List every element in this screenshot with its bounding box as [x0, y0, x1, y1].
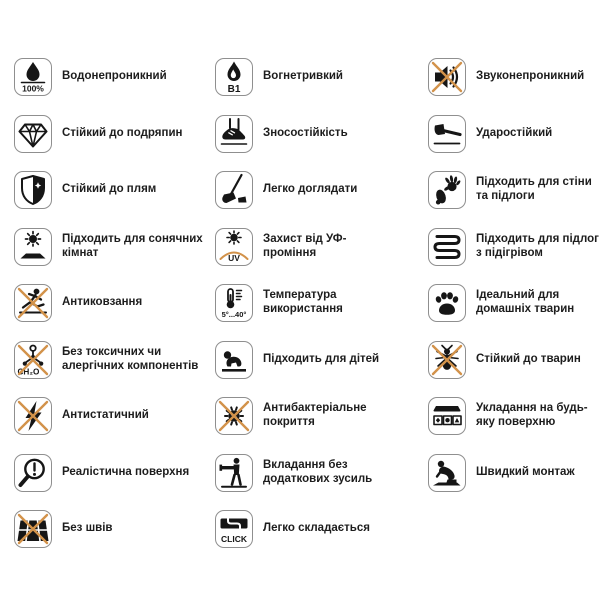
feature-label: Антибактеріальне покриття: [263, 402, 367, 428]
feature-label: Ударостійкий: [476, 126, 553, 139]
feature-label: Антистатичний: [62, 409, 149, 422]
fast-install-icon: [428, 454, 466, 492]
feature-item-non-toxic: [14, 341, 212, 398]
soundproof-icon: [428, 58, 466, 96]
antibacterial-icon: [215, 397, 253, 435]
feature-label: Легко складається: [263, 522, 370, 535]
click-lock-icon: [215, 510, 253, 548]
feature-item-any-surface: [428, 397, 600, 454]
icon-caption: 5°...40°: [221, 310, 247, 319]
feature-item-sunny-rooms: [14, 228, 212, 285]
temperature-icon: [215, 284, 253, 322]
no-seams-icon: [14, 510, 52, 548]
feature-label: Підходить для сонячних кімнат: [62, 232, 203, 259]
anti-slip-icon: [14, 284, 52, 322]
feature-label: Стійкий до тварин: [476, 352, 581, 365]
fire-resistant-icon: [215, 58, 253, 96]
feature-item-child-safe: [215, 341, 397, 398]
feature-label: Звуконепроникний: [476, 70, 585, 83]
icon-caption: 100%: [22, 83, 44, 94]
icon-caption: CLICK: [221, 534, 247, 544]
feature-item-insect-resistant: [428, 341, 600, 398]
icon-caption: B1: [227, 84, 241, 94]
feature-item-waterproof: [14, 58, 212, 115]
feature-item-click-lock: [215, 510, 397, 567]
pet-friendly-paw-icon: [428, 284, 466, 322]
feature-label: Реалістична поверхня: [62, 465, 190, 478]
feature-item-impact-resistant: [428, 115, 600, 172]
feature-label: Швидкий монтаж: [476, 465, 575, 478]
uv-protection-icon: [215, 228, 253, 266]
feature-item-antibacterial: [215, 397, 397, 454]
child-safe-icon: [215, 341, 253, 379]
anti-static-icon: [14, 397, 52, 435]
feature-label: Укладання на будь-яку поверхню: [476, 402, 588, 428]
feature-item-soundproof: [428, 58, 600, 115]
impact-resistant-hammer-icon: [428, 115, 466, 153]
feature-item-uv-protection: [215, 228, 397, 285]
feature-label: Підходить для підлог з підігрівом: [476, 232, 599, 259]
icon-caption: CH₂O: [17, 367, 40, 376]
feature-label: Вкладання без додаткових зусиль: [263, 458, 373, 485]
feature-item-wear-resistance: [215, 115, 397, 172]
feature-label: Захист від УФ-проміння: [263, 232, 347, 259]
feature-label: Ідеальний для домашніх тварин: [476, 289, 575, 315]
feature-item-easy-care: [215, 171, 397, 228]
feature-item-fire-resistant: [215, 58, 397, 115]
feature-label: Підходить для стіни та підлоги: [476, 176, 592, 202]
feature-item-no-seams: [14, 510, 212, 567]
feature-label: Стійкий до плям: [62, 183, 157, 196]
feature-label: Легко доглядати: [263, 183, 358, 196]
feature-item-stain-resistant: [14, 171, 212, 228]
insect-resistant-icon: [428, 341, 466, 379]
column-1: [14, 58, 212, 567]
feature-label: Антиковзання: [62, 296, 143, 309]
feature-label: Водонепроникний: [62, 70, 167, 83]
realistic-surface-magnifier-icon: [14, 454, 52, 492]
any-surface-icon: [428, 397, 466, 435]
sunny-room-icon: [14, 228, 52, 266]
feature-label: Підходить для дітей: [263, 352, 380, 365]
feature-label: Без швів: [62, 522, 113, 535]
feature-item-anti-slip: [14, 284, 212, 341]
feature-item-easy-laying: [215, 454, 397, 511]
feature-item-pet-friendly: [428, 284, 600, 341]
feature-item-wall-and-floor: [428, 171, 600, 228]
column-2: [215, 58, 397, 567]
feature-label: Вогнетривкий: [263, 70, 344, 83]
feature-item-temperature: [215, 284, 397, 341]
feature-item-realistic-surface: [14, 454, 212, 511]
feature-item-scratch-resistant: [14, 115, 212, 172]
feature-item-anti-static: [14, 397, 212, 454]
feature-label: Стійкий до подряпин: [62, 126, 183, 139]
easy-care-mop-icon: [215, 171, 253, 209]
no-formaldehyde-icon: [14, 341, 52, 379]
scratch-resistant-diamond-icon: [14, 115, 52, 153]
feature-label: Без токсичних чи алергічних компонентів: [62, 345, 199, 372]
feature-item-heated-floor: [428, 228, 600, 285]
waterproof-icon: [14, 58, 52, 96]
wear-resistance-shoe-icon: [215, 115, 253, 153]
heated-floor-icon: [428, 228, 466, 266]
column-3: [428, 58, 600, 510]
feature-item-fast-install: [428, 454, 600, 511]
icon-caption: UV: [228, 252, 240, 263]
stain-shield-icon: [14, 171, 52, 209]
feature-label: Зносостійкість: [263, 126, 348, 139]
feature-label: Температура використання: [263, 289, 343, 315]
wall-and-floor-icon: [428, 171, 466, 209]
easy-laying-icon: [215, 454, 253, 492]
